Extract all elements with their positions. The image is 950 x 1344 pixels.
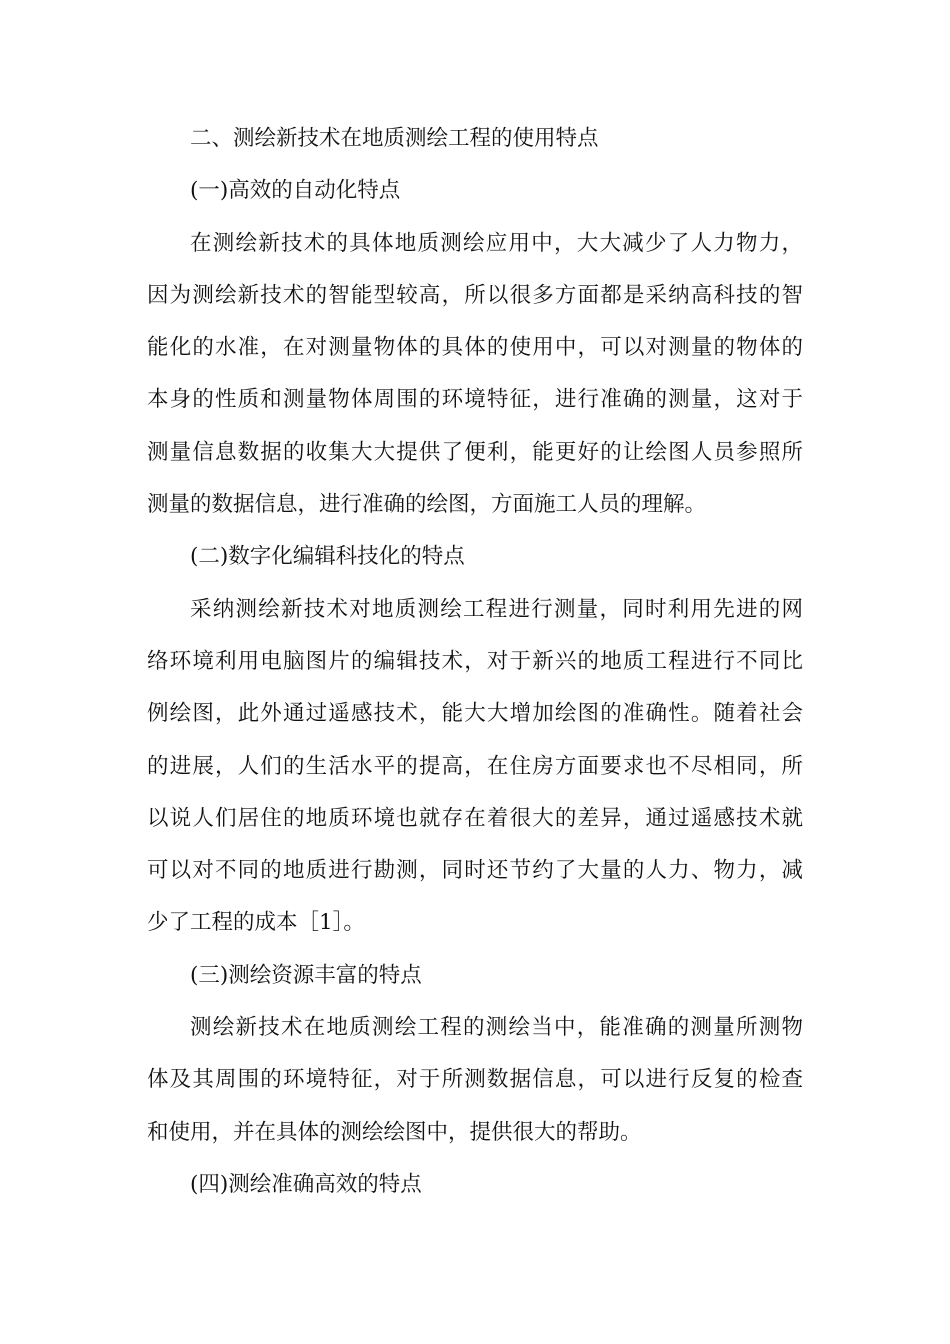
paragraph-line: 可以对不同的地质进行勘测，同时还节约了大量的人力、物力，减 bbox=[147, 858, 803, 884]
paragraph-line: 测量信息数据的收集大大提供了便利，能更好的让绘图人员参照所 bbox=[147, 439, 803, 465]
paragraph-line: 采纳测绘新技术对地质测绘工程进行测量，同时利用先进的网 bbox=[190, 596, 803, 622]
subheading-1: (一)高效的自动化特点 bbox=[190, 178, 401, 204]
paragraph-line: 因为测绘新技术的智能型较高，所以很多方面都是采纳高科技的智 bbox=[147, 282, 803, 308]
paragraph-line: 以说人们居住的地质环境也就存在着很大的差异，通过遥感技术就 bbox=[147, 805, 803, 831]
paragraph-line: 少了工程的成本［1］。 bbox=[147, 910, 365, 936]
paragraph-line: 测绘新技术在地质测绘工程的测绘当中，能准确的测量所测物 bbox=[190, 1015, 803, 1041]
paragraph-line: 例绘图，此外通过遥感技术，能大大增加绘图的准确性。随着社会 bbox=[147, 701, 803, 727]
document-body bbox=[147, 113, 803, 1211]
paragraph-line: 本身的性质和测量物体周围的环境特征，进行准确的测量，这对于 bbox=[147, 387, 803, 413]
paragraph-line: 测量的数据信息，进行准确的绘图，方面施工人员的理解。 bbox=[147, 492, 707, 518]
paragraph-line: 和使用，并在具体的测绘绘图中，提供很大的帮助。 bbox=[147, 1119, 642, 1145]
section-heading: 二、测绘新技术在地质测绘工程的使用特点 bbox=[190, 126, 599, 151]
paragraph-line: 络环境利用电脑图片的编辑技术，对于新兴的地质工程进行不同比 bbox=[147, 648, 803, 674]
subheading-2: (二)数字化编辑科技化的特点 bbox=[190, 544, 465, 570]
paragraph-line: 在测绘新技术的具体地质测绘应用中，大大减少了人力物力， bbox=[190, 230, 803, 256]
paragraph-line: 的进展，人们的生活水平的提高，在住房方面要求也不尽相同，所 bbox=[147, 753, 803, 779]
paragraph-line: 体及其周围的环境特征，对于所测数据信息，可以进行反复的检查 bbox=[147, 1067, 803, 1093]
subheading-3: (三)测绘资源丰富的特点 bbox=[190, 962, 422, 988]
subheading-4: (四)测绘准确高效的特点 bbox=[190, 1171, 422, 1197]
paragraph-line: 能化的水准，在对测量物体的具体的使用中，可以对测量的物体的 bbox=[147, 335, 803, 361]
